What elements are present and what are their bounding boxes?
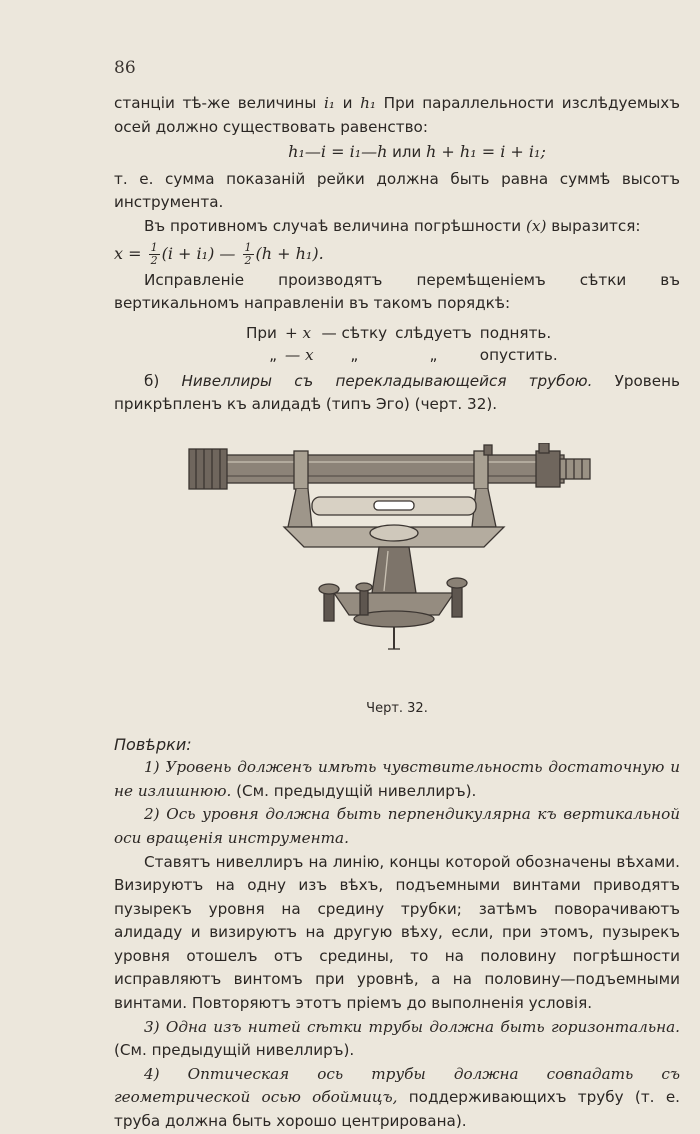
page-number: 86	[114, 58, 136, 78]
check-1	[114, 756, 680, 803]
check-2-body: Ставятъ нивеллиръ на линію, концы которой обозначены вѣхами. Визируютъ на одну изъ вѣхъ, подъемными винтами приводятъ пузырекъ уровня на средину трубки; затѣмъ поворачиваютъ алидаду и визируютъ на другую вѣху, если, при этомъ, пузырекъ уровня отошелъ отъ средины, то на половину погрѣшности исправляютъ винтомъ при уровнѣ, а на половину—подъемными винтами. Повторяютъ этотъ пріемъ до выполненія условія.	[114, 852, 680, 1013]
para3-tail: выразится:	[546, 216, 641, 235]
rule-row-lower: „ — x „ „ опустить.	[269, 345, 558, 364]
equation-connector: или	[387, 143, 427, 162]
check-3	[114, 1016, 680, 1063]
check-3-italic: 3) Одна изъ нитей сѣтки трубы должна быть горизонтальна.	[144, 1017, 680, 1036]
section-b-label: б)	[144, 371, 182, 390]
check-1-italic: 1) Уровень долженъ имѣть чувствительность достаточную и не излишнюю.	[114, 758, 680, 800]
level-instrument-illustration	[184, 443, 594, 653]
check-3-rest: (См. предыдущій нивеллиръ).	[114, 1041, 355, 1060]
fraction-half-1: $\frac{1}{2}$	[150, 240, 158, 267]
check-2	[114, 803, 680, 850]
fraction-half-2: $\frac{1}{2}$	[244, 240, 252, 267]
paragraph-equality	[114, 92, 680, 139]
equation-equality	[154, 140, 680, 165]
var-x: (x)	[525, 216, 547, 235]
eq2-lhs: x =	[114, 243, 147, 263]
eq2-term2: (h + h₁).	[255, 243, 324, 263]
equation-error	[114, 239, 680, 269]
check-2-italic: 2) Ось уровня должна быть перпендикулярна къ вертикальной оси вращенія инструмента.	[114, 805, 680, 847]
rule-row-raise: При + x — сѣтку слѣдуетъ поднять.	[246, 323, 552, 342]
equation-right: h + h₁ = i + i₁;	[426, 142, 546, 162]
check-4-italic: 4) Оптическая ось трубы должна совпадать съ геометрической осью обоймицъ,	[114, 1064, 680, 1107]
figure-caption: Черт. 32.	[366, 700, 428, 716]
paragraph-error	[114, 215, 680, 239]
check-4	[114, 1063, 680, 1134]
section-b-title: Нивеллиры съ перекладывающейся трубою.	[181, 371, 593, 390]
para1-text-a: станціи тѣ-же величины	[114, 94, 325, 112]
eq2-term1: (i + i₁) —	[161, 243, 241, 263]
var-h1: h₁	[360, 94, 377, 112]
equation-left: h₁—i = i₁—h	[288, 142, 388, 162]
page-body	[114, 92, 680, 1134]
para3-text: Въ противномъ случаѣ величина погрѣшности	[144, 216, 526, 235]
checks-heading: Повѣрки:	[114, 734, 192, 754]
check-4-rest: поддерживающихъ трубу (т. е. труба должна быть хорошо центрирована).	[114, 1088, 680, 1131]
correction-rule-table	[242, 322, 562, 366]
paragraph-sum: т. е. сумма показаній рейки должна быть равна суммѣ высотъ инструмента.	[114, 169, 680, 212]
check-1-rest: (См. предыдущій нивеллиръ).	[231, 781, 477, 800]
var-i1: i₁	[324, 94, 335, 112]
section-b-paragraph	[114, 370, 680, 417]
figure-level-instrument	[114, 433, 680, 683]
para1-text-c: При параллельности изслѣдуемыхъ осей должно существовать равенство:	[114, 94, 680, 136]
section-b-rest: Уровень прикрѣпленъ къ алидадѣ (типъ Эго) (черт. 32).	[114, 371, 680, 414]
paragraph-correction: Исправленіе производятъ перемѣщеніемъ сѣтки въ вертикальномъ направленіи въ такомъ порядкѣ:	[114, 270, 680, 313]
para1-text-b: и	[334, 94, 361, 112]
